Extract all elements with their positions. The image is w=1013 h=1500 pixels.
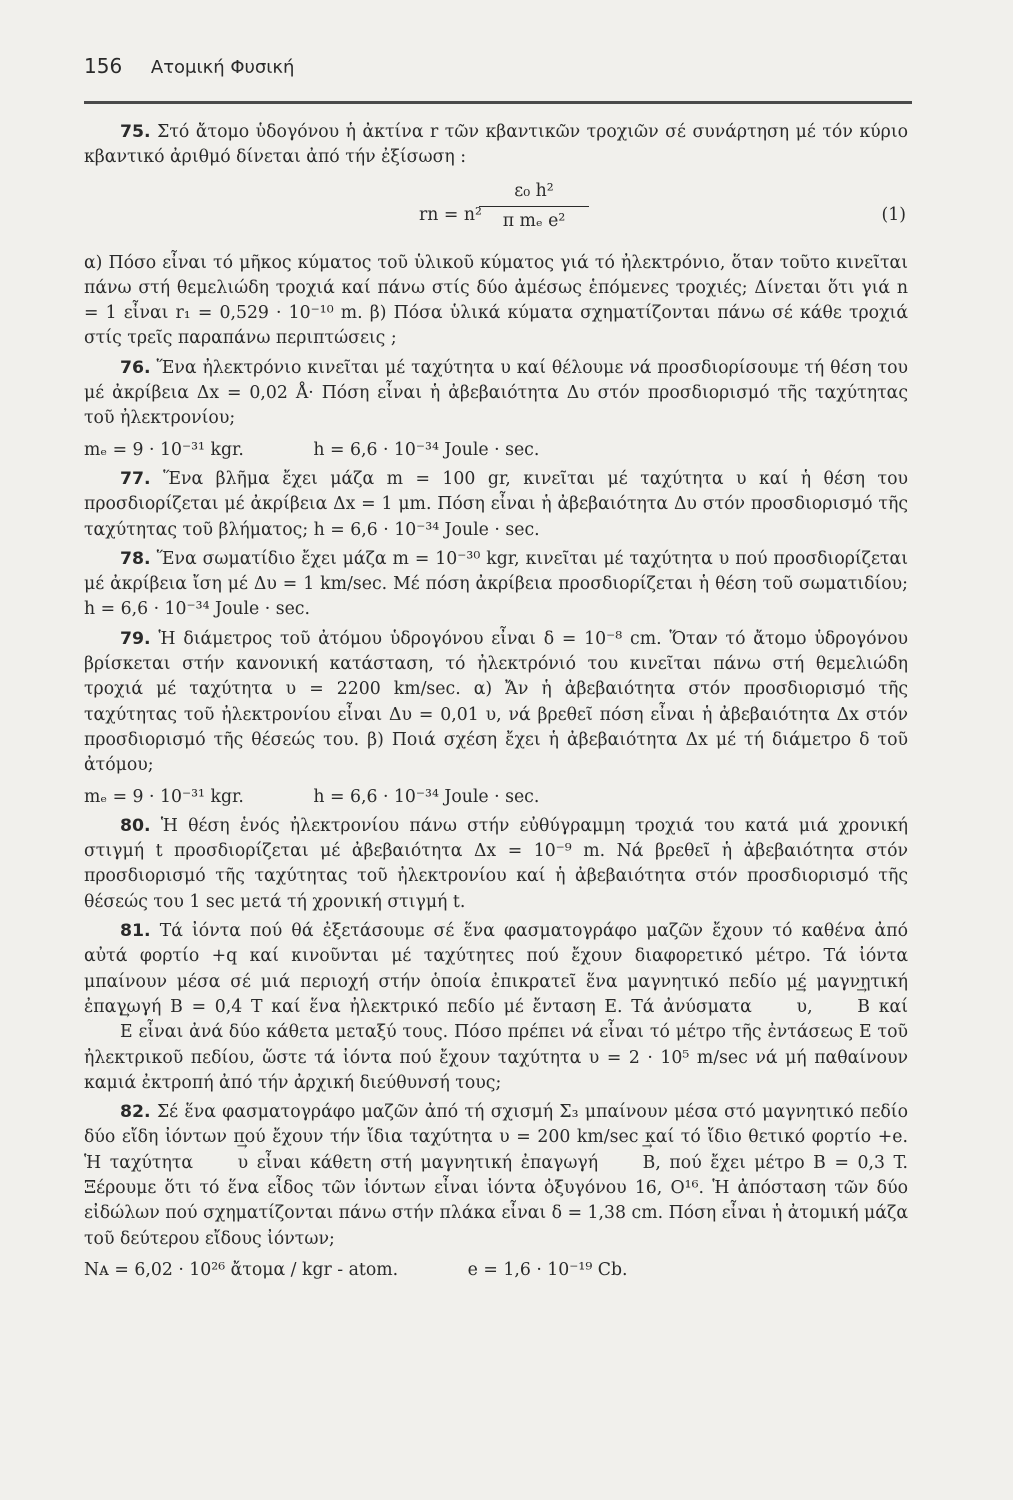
problem-text: Ἕνα σωματίδιο ἔχει μάζα m = 10⁻³⁰ kgr, κινεῖται μέ ταχύτητα υ πού προσδιορίζεται μέ ἀκρίβεια ἴση μέ Δυ = 1 km/sec. Μέ πόση ἀκρίβεια προσδιορίζεται ἡ θέση τοῦ σωματιδίου; h = 6,6 · 10⁻³⁴ Joule · sec. bbox=[84, 548, 908, 620]
data-avogadro: Nᴀ = 6,02 · 10²⁶ ἄτομα / kgr - atom. bbox=[84, 1259, 399, 1280]
data-electron-charge: e = 1,6 · 10⁻¹⁹ Cb. bbox=[467, 1259, 628, 1280]
problem-82 bbox=[84, 1100, 908, 1252]
data-electron-mass: mₑ = 9 · 10⁻³¹ kgr. bbox=[84, 439, 244, 460]
problem-number: 80. bbox=[120, 815, 151, 836]
velocity-vector: → υ bbox=[202, 1151, 249, 1176]
problem-number: 78. bbox=[120, 548, 151, 569]
problem-76 bbox=[84, 356, 908, 432]
problem-text: Στό ἄτομο ὑδογόνου ἡ ἀκτίνα r τῶν κβαντικῶν τροχιῶν σέ συνάρτηση μέ τόν κύριο κβαντικό ἀριθμό δίνεται ἀπό τήν ἐξίσωση : bbox=[84, 122, 909, 168]
fraction-denominator: π mₑ e² bbox=[502, 210, 566, 231]
problem-text-continued: εἶναι ἀνά δύο κάθετα μεταξύ τους. Πόσο πρέπει νά εἶναι τό μέτρο τῆς ἐντάσεως E τοῦ ἠλεκτρικοῦ πεδίου, ὥστε τά ἰόντα πού ἔχουν ταχύτητα υ = 2 · 10⁵ m/sec νά μή παθαίνουν καμιά ἐκτροπή ἀπό τήν ἀρχική διεύθυνσή τους; bbox=[84, 1022, 908, 1093]
magnetic-induction-vector: → B bbox=[607, 1151, 656, 1176]
data-planck-constant: h = 6,6 · 10⁻³⁴ Joule · sec. bbox=[313, 786, 540, 807]
running-title: Ατομική Φυσική bbox=[150, 57, 295, 78]
page-header bbox=[84, 54, 914, 78]
problem-77 bbox=[84, 467, 908, 543]
fraction-bar bbox=[479, 206, 589, 207]
conjunction: καί bbox=[870, 996, 908, 1017]
equation-fraction bbox=[479, 179, 589, 235]
problem-text: Ἡ θέση ἑνός ἠλεκτρονίου πάνω στήν εὐθύγραμμη τροχιά του κατά μιά χρονική στιγμή t προσδιορίζεται μέ ἀβεβαιότητα Δx = 10⁻⁹ m. Νά βρεθεῖ ἡ ἀβεβαιότητα στόν προσδιορισμό τῆς ταχύτητας τοῦ ἠλεκτρονίου καί ἡ ἀβεβαιότητα στόν προσδιορισμό τῆς θέσεώς του 1 sec μετά τή χρονική στιγμή t. bbox=[84, 815, 909, 912]
problem-number: 79. bbox=[120, 628, 151, 649]
data-planck-constant: h = 6,6 · 10⁻³⁴ Joule · sec. bbox=[313, 439, 540, 460]
problem-78 bbox=[84, 547, 908, 623]
equation-lhs: rn = n² bbox=[419, 204, 482, 225]
separator: , bbox=[807, 996, 822, 1017]
problem-number: 75. bbox=[120, 122, 151, 142]
problem-text-continued: εἶναι κάθετη στή μαγνητική ἐπαγωγή bbox=[248, 1152, 607, 1173]
problem-82-data bbox=[84, 1258, 908, 1283]
magnetic-induction-vector: → B bbox=[821, 995, 870, 1020]
header-rule bbox=[84, 101, 912, 104]
problem-text-end: , πού ἔχει μέτρο B = 0,3 T. Ξέρουμε ὅτι τό ἕνα εἶδος τῶν ἰόντων εἶναι ἰόντα ὀξυγόνου 16, O¹⁶. Ἡ ἀπόσταση τῶν δύο εἰδώλων πού σχηματίζονται πάνω στήν πλάκα εἶναι δ = 1,38 cm. Πόση εἶναι ἡ ἀτομική μάζα τοῦ δεύτερου εἴδους ἰόντων; bbox=[84, 1152, 909, 1249]
problem-75-intro bbox=[84, 120, 908, 171]
problem-79-data bbox=[84, 785, 908, 810]
problem-text: Ἕνα βλῆμα ἔχει μάζα m = 100 gr, κινεῖται μέ ταχύτητα υ καί ἡ θέση του προσδιορίζεται μέ ἀκρίβεια Δx = 1 μm. Πόση εἶναι ἡ ἀβεβαιότητα Δυ στόν προσδιορισμό τῆς ταχύτητας τοῦ βλήματος; h = 6,6 · 10⁻³⁴ Joule · sec. bbox=[84, 468, 908, 540]
equation-number: (1) bbox=[881, 204, 906, 225]
page-body bbox=[84, 116, 908, 1283]
page-number: 156 bbox=[84, 54, 123, 78]
equation-1 bbox=[84, 177, 908, 251]
problem-number: 81. bbox=[120, 921, 151, 942]
problem-text: Ἡ διάμετρος τοῦ ἀτόμου ὑδρογόνου εἶναι δ = 10⁻⁸ cm. Ὅταν τό ἄτομο ὑδρογόνου βρίσκεται στήν κανονική κατάσταση, τό ἠλεκτρόνιό του κινεῖται πάνω στή θεμελιώδη τροχιά μέ ταχύτητα υ = 2200 km/sec. α) Ἄν ἡ ἀβεβαιότητα στόν προσδιορισμό τῆς ταχύτητας τοῦ ἠλεκτρονίου εἶναι Δυ = 0,01 υ, νά βρεθεῖ πόση εἶναι ἡ ἀβεβαιότητα Δx στόν προσδιορισμό τῆς θέσεώς του. β) Ποιά σχέση ἔχει ἡ ἀβεβαιότητα Δx μέ τή διάμετρο δ τοῦ ἀτόμου; bbox=[84, 628, 908, 776]
data-electron-mass: mₑ = 9 · 10⁻³¹ kgr. bbox=[84, 786, 244, 807]
problem-80 bbox=[84, 814, 908, 915]
fraction-numerator: ε₀ h² bbox=[514, 180, 554, 201]
velocity-vector: → υ bbox=[761, 995, 808, 1020]
problem-text: Τά ἰόντα πού θά ἐξετάσουμε σέ ἕνα φασματογράφο μαζῶν ἔχουν τό καθένα ἀπό αὐτά φορτίο +q καί κινοῦνται μέ ταχύτητες πού ἔχουν διαφορετικό μέτρο. Τά ἰόντα μπαίνουν μέσα σέ μιά περιοχή στήν ὁποία ἐπικρατεῖ ἕνα μαγνητικό πεδίο μέ μαγνητική ἐπαγωγή B = 0,4 T καί ἕνα ἠλεκτρικό πεδίο μέ ἔνταση E. Τά ἀνύσματα bbox=[84, 921, 908, 1017]
problem-75-questions: α) Πόσο εἶναι τό μῆκος κύματος τοῦ ὑλικοῦ κύματος γιά τό ἠλεκτρόνιο, ὅταν τοῦτο κινεῖται πάνω στή θεμελιώδη τροχιά καί πάνω στίς δύο ἀμέσως ἑπόμενες τροχιές; Δίνεται ὅτι γιά n = 1 εἶναι r₁ = 0,529 · 10⁻¹⁰ m. β) Πόσα ὑλικά κύματα σχηματίζονται πάνω σέ κάθε τροχιά στίς τρεῖς παραπάνω περιπτώσεις ; bbox=[84, 252, 908, 349]
problem-81 bbox=[84, 919, 908, 1096]
problem-76-data bbox=[84, 438, 908, 463]
problem-number: 82. bbox=[120, 1102, 151, 1123]
problem-number: 77. bbox=[120, 468, 151, 489]
problem-79 bbox=[84, 627, 908, 779]
electric-field-vector: → E bbox=[84, 1020, 133, 1045]
problem-text: Σέ ἕνα φασματογράφο μαζῶν ἀπό τή σχισμή Σ₃ μπαίνουν μέσα στό μαγνητικό πεδίο δύο εἴδη ἰόντων πού ἔχουν τήν ἴδια ταχύτητα υ = 200 km/sec καί τό ἴδιο θετικό φορτίο +e. Ἡ ταχύτητα bbox=[84, 1102, 908, 1173]
problem-text: Ἕνα ἠλεκτρόνιο κινεῖται μέ ταχύτητα υ καί θέλουμε νά προσδιορίσουμε τή θέση του μέ ἀκρίβεια Δx = 0,02 Å· Πόση εἶναι ἡ ἀβεβαιότητα Δυ στόν προσδιορισμό τῆς ταχύτητας τοῦ ἠλεκτρονίου; bbox=[84, 357, 908, 429]
problem-number: 76. bbox=[120, 357, 151, 378]
